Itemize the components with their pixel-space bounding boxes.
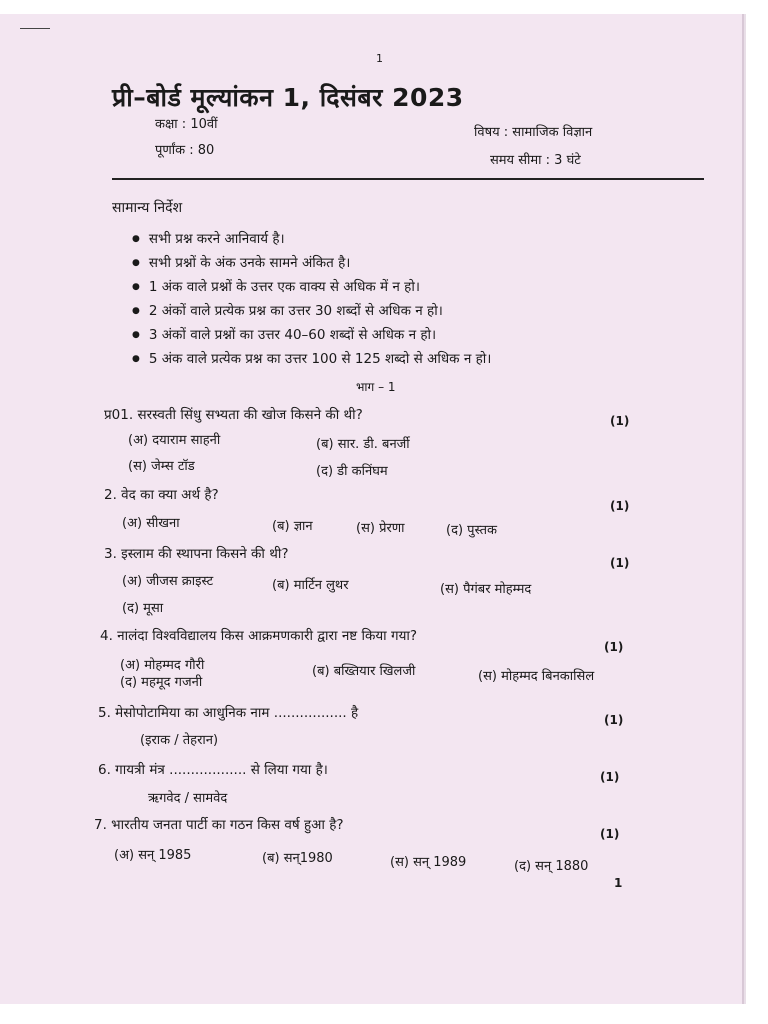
question-2-option-c: (स) प्रेरणा (356, 521, 405, 536)
page-number: 1 (376, 52, 383, 65)
question-1-marks: (1) (610, 414, 630, 428)
question-2-marks: (1) (610, 499, 630, 513)
question-3-option-b: (ब) मार्टिन लुथर (272, 578, 349, 593)
question-7-marks: (1) (600, 827, 620, 841)
question-5-hint: (इराक / तेहरान) (140, 733, 219, 748)
question-4-option-c: (स) मोहम्मद बिनकासिल (478, 669, 595, 684)
question-1-option-b: (ब) सार. डी. बनर्जी (316, 437, 410, 452)
footer-page-number: 1 (614, 876, 623, 890)
question-1-option-a: (अ) दयाराम साहनी (128, 433, 221, 448)
section-label: भाग – 1 (356, 380, 396, 394)
question-7-option-c: (स) सन् 1989 (390, 855, 467, 870)
instruction-item: ● सभी प्रश्न करने आनिवार्य है। (132, 228, 491, 252)
question-7-option-b: (ब) सन्1980 (262, 851, 333, 866)
question-4-text: 4. नालंदा विश्वविद्यालय किस आक्रमणकारी द्वारा नष्ट किया गया? (100, 628, 418, 644)
question-4-marks: (1) (604, 640, 624, 654)
question-2-option-d: (द) पुस्तक (446, 523, 498, 538)
class-label: कक्षा : 10वीं (155, 117, 218, 132)
question-1-text: प्र01. सरस्वती सिंधु सभ्यता की खोज किसने की थी? (104, 407, 363, 423)
question-2-text: 2. वेद का क्या अर्थ है? (104, 487, 219, 503)
instruction-item: ● सभी प्रश्नों के अंक उनके सामने अंकित है। (132, 252, 491, 276)
instructions-list (132, 228, 491, 372)
total-marks: पूर्णांक : 80 (155, 143, 215, 158)
question-2-option-b: (ब) ज्ञान (272, 519, 313, 534)
question-4-option-b: (ब) बख्तियार खिलजी (312, 664, 416, 679)
header-divider (112, 178, 704, 180)
instruction-item: ● 3 अंकों वाले प्रश्नों का उत्तर 40–60 शब्दों से अधिक न हो। (132, 324, 491, 348)
time-limit: समय सीमा : 3 घंटे (490, 153, 581, 168)
exam-title: प्री–बोर्ड मूल्यांकन 1, दिसंबर 2023 (112, 83, 464, 112)
question-1-option-d: (द) डी कनिंघम (316, 464, 388, 479)
question-3-option-d: (द) मूसा (122, 601, 164, 616)
question-3-marks: (1) (610, 556, 630, 570)
question-5-marks: (1) (604, 713, 624, 727)
question-4-option-d: (द) महमूद गजनी (120, 675, 203, 690)
question-7-option-a: (अ) सन् 1985 (114, 848, 192, 863)
question-3-option-a: (अ) जीजस क्राइस्ट (122, 574, 214, 589)
question-4-option-a: (अ) मोहम्मद गौरी (120, 658, 205, 673)
question-6-hint: ऋगवेद / सामवेद (148, 791, 228, 806)
question-5-text: 5. मेसोपोटामिया का आधुनिक नाम ................. है (98, 705, 359, 721)
question-3-text: 3. इस्लाम की स्थापना किसने की थी? (104, 546, 289, 562)
question-3-option-c: (स) पैगंबर मोहम्मद (440, 582, 532, 597)
instruction-item: ● 5 अंक वाले प्रत्येक प्रश्न का उत्तर 100 से 125 शब्दो से अधिक न हो। (132, 348, 491, 372)
question-6-marks: (1) (600, 770, 620, 784)
instruction-item: ● 1 अंक वाले प्रश्नों के उत्तर एक वाक्य से अधिक में न हो। (132, 276, 491, 300)
instructions-heading: सामान्य निर्देश (112, 200, 183, 216)
question-7-option-d: (द) सन् 1880 (514, 859, 589, 874)
instruction-item: ● 2 अंकों वाले प्रत्येक प्रश्न का उत्तर 30 शब्दों से अधिक न हो। (132, 300, 491, 324)
subject-label: विषय : सामाजिक विज्ञान (474, 125, 593, 140)
question-6-text: 6. गायत्री मंत्र .................. से लिया गया है। (98, 762, 328, 778)
question-2-option-a: (अ) सीखना (122, 516, 180, 531)
question-7-text: 7. भारतीय जनता पार्टी का गठन किस वर्ष हुआ है? (94, 817, 344, 833)
question-1-option-c: (स) जेम्स टॉड (128, 459, 195, 474)
